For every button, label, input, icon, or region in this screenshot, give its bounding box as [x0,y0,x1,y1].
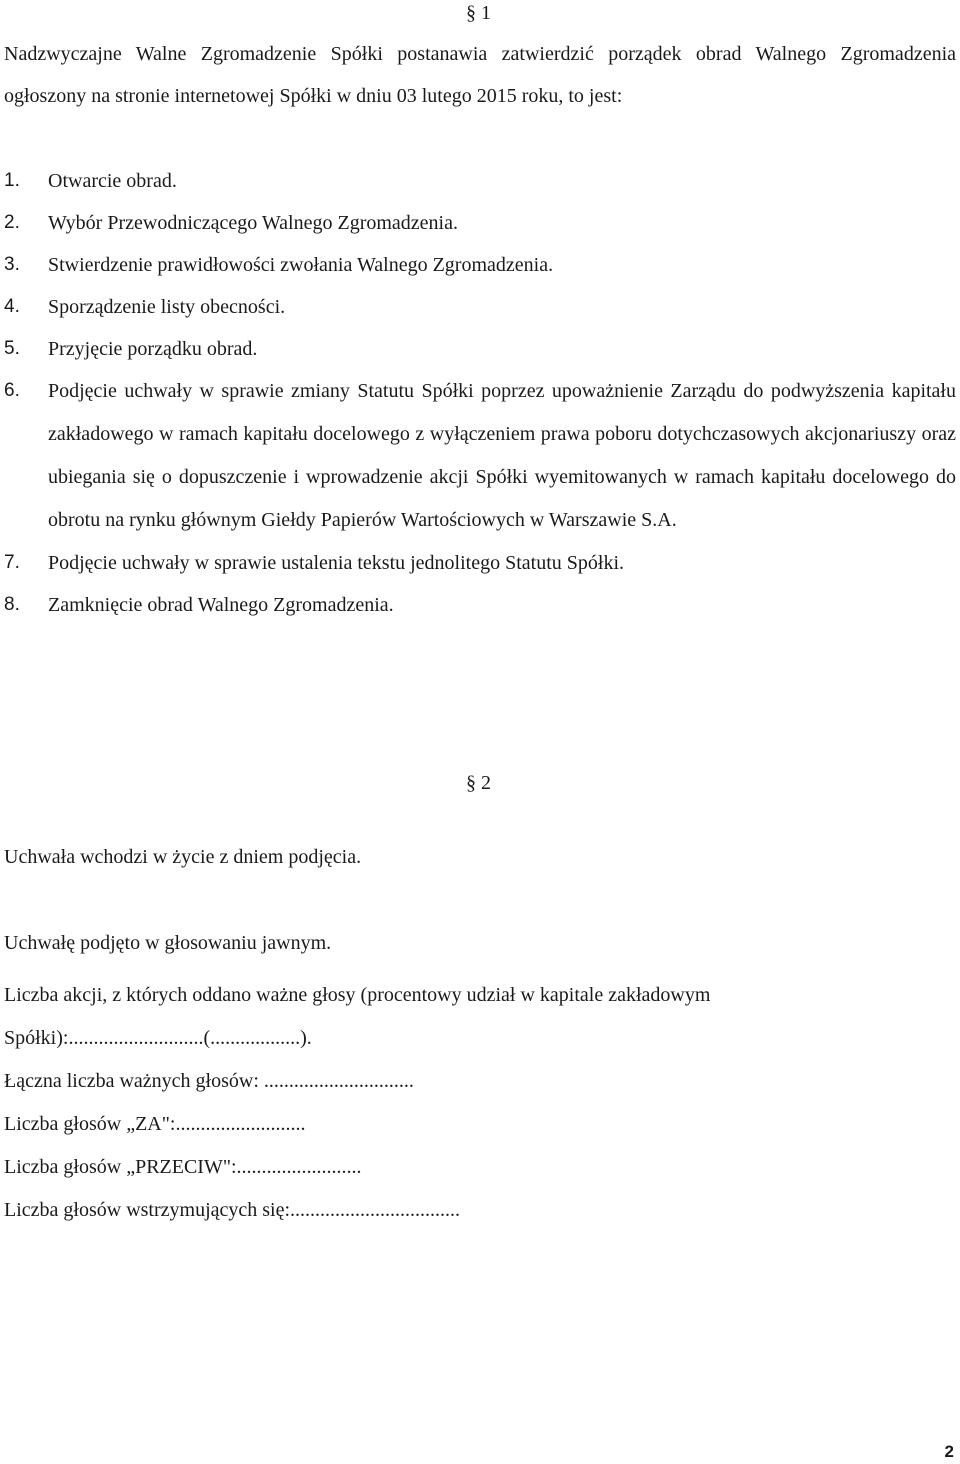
shares-voted-line-1: Liczba akcji, z których oddano ważne głosy (procentowy udział w kapitale zakładowym [4,984,711,1006]
shares-voted-line-2: Spółki):...........................(..................). [4,1027,312,1049]
agenda-item-number: 2. [4,212,20,233]
agenda-item-text: Sporządzenie listy obecności. [48,296,286,318]
agenda-item [4,202,956,244]
total-valid-votes: Łączna liczba ważnych głosów: .............................. [4,1070,414,1092]
agenda-item-text: Przyjęcie porządku obrad. [48,338,258,360]
agenda-item-number: 1. [4,170,20,191]
votes-for: Liczba głosów „ZA":.......................... [4,1113,306,1135]
votes-against: Liczba głosów „PRZECIW":......................... [4,1156,362,1178]
agenda-item [4,328,956,370]
agenda-list [4,160,956,626]
agenda-item [4,584,956,626]
voting-mode-statement: Uchwałę podjęto w głosowaniu jawnym. [4,932,332,954]
intro-paragraph: Nadzwyczajne Walne Zgromadzenie Spółki postanawia zatwierdzić porządek obrad Walnego Zgromadzenia ogłoszony na stronie internetowej Spółki w dniu 03 lutego 2015 roku, to jest: [4,43,956,107]
agenda-item-number: 7. [4,552,20,573]
agenda-item [4,160,956,202]
agenda-item-text: Wybór Przewodniczącego Walnego Zgromadzenia. [48,212,458,234]
votes-abstain: Liczba głosów wstrzymujących się:.................................. [4,1199,461,1221]
agenda-item-number: 6. [4,380,20,401]
agenda-item-number: 5. [4,338,20,359]
agenda-item-text: Podjęcie uchwały w sprawie zmiany Statutu Spółki poprzez upoważnienie Zarządu do podwyższenia kapitału zakładowego w ramach kapitału docelowego z wyłączeniem prawa poboru dotychczasowych akcjonariuszy oraz ubiegania się o dopuszczenie i wprowadzenie akcji Spółki wyemitowanych w ramach kapitału docelowego do obrotu na rynku głównym Giełdy Papierów Wartościowych w Warszawie S.A. [48,380,956,531]
section-2-heading: § 2 [466,772,491,794]
page-number: 2 [944,1442,954,1461]
effective-date-statement: Uchwała wchodzi w życie z dniem podjęcia. [4,846,362,868]
agenda-item-text: Podjęcie uchwały w sprawie ustalenia tekstu jednolitego Statutu Spółki. [48,552,625,574]
agenda-item [4,370,956,542]
agenda-item-text: Stwierdzenie prawidłowości zwołania Walnego Zgromadzenia. [48,254,554,276]
section-1-heading: § 1 [466,2,491,24]
agenda-item [4,286,956,328]
agenda-item-number: 3. [4,254,20,275]
agenda-item-number: 4. [4,296,20,317]
agenda-item [4,542,956,584]
agenda-item [4,244,956,286]
agenda-item-text: Otwarcie obrad. [48,170,177,192]
agenda-item-text: Zamknięcie obrad Walnego Zgromadzenia. [48,594,394,616]
agenda-item-number: 8. [4,594,20,615]
